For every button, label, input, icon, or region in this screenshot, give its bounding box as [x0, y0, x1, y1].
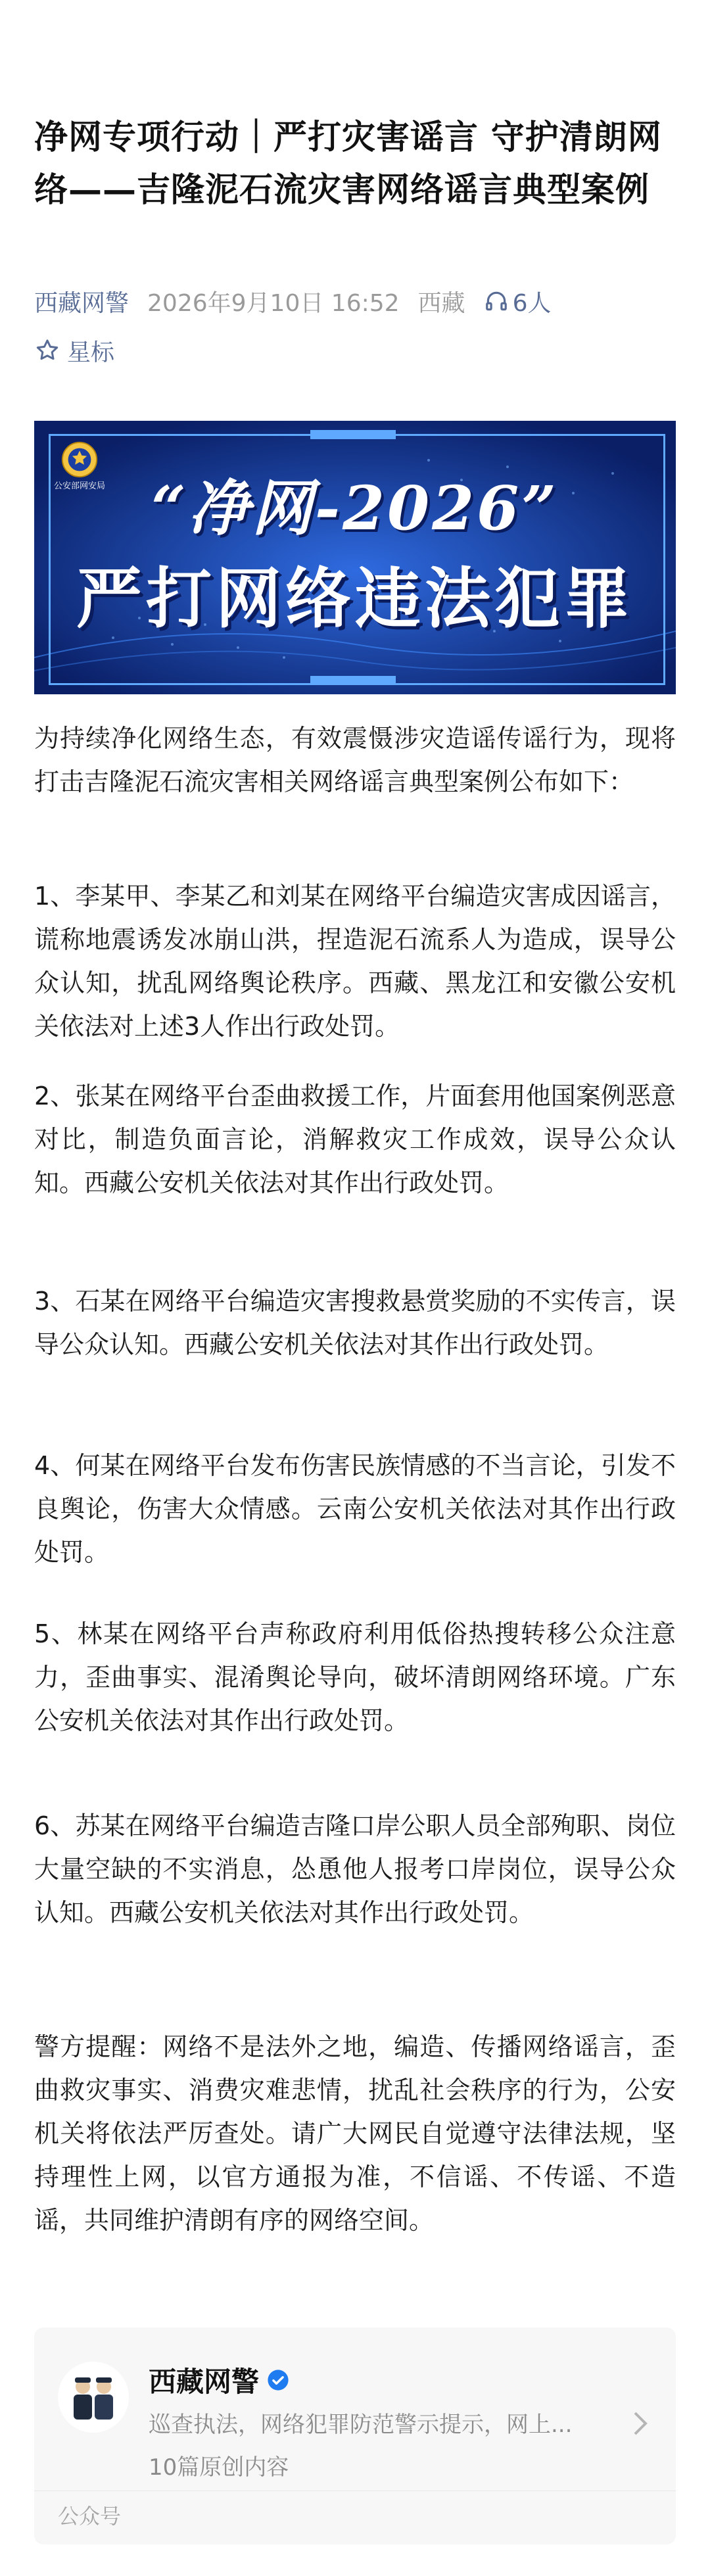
case-paragraph-1: 1、李某甲、李某乙和刘某在网络平台编造灾害成因谣言，谎称地震诱发冰崩山洪，捏造泥石流系人为造成，误导公众认知，扰乱网络舆论秩序。西藏、黑龙江和安徽公安机关依法对上述3人作出行政处罚。: [34, 882, 676, 1041]
warning-paragraph: 警方提醒：网络不是法外之地，编造、传播网络谣言，歪曲救灾事实、消费灾难悲情，扰乱社会秩序的行为，公安机关将依法严厉查处。请广大网民自觉遵守法律法规，坚持理性上网，以官方通报为准，不信谣、不传谣、不造谣，共同维护清朗有序的网络空间。: [34, 2032, 676, 2235]
chevron-right-icon[interactable]: [631, 2410, 650, 2437]
intro-paragraph: 为持续净化网络生态，有效震慑涉灾造谣传谣行为，现将打击吉隆泥石流灾害相关网络谣言典型案例公布如下：: [34, 724, 676, 796]
article-meta: [34, 283, 551, 320]
card-account-type: 公众号: [58, 2504, 122, 2529]
card-original-count: 10篇原创内容: [149, 2454, 289, 2481]
star-label: 星标: [67, 339, 115, 366]
star-outline-icon: [34, 337, 60, 364]
headphones-icon: [484, 289, 509, 314]
campaign-banner-image: [34, 421, 676, 694]
publish-datetime: 2026年9月10日 16:52: [147, 289, 400, 317]
police-officers-avatar: [58, 2362, 129, 2433]
account-profile-card[interactable]: [34, 2327, 676, 2544]
listener-count: 6人: [512, 289, 552, 317]
banner-campaign-name: “净网-2026”: [151, 473, 559, 544]
card-account-description: 巡查执法，网络犯罪防范警示提示，网上...: [149, 2412, 573, 2438]
case-paragraph-6: 6、苏某在网络平台编造吉隆口岸公职人员全部殉职、岗位大量空缺的不实消息，怂恿他人报考口岸岗位，误导公众认知。西藏公安机关依法对其作出行政处罚。: [34, 1811, 676, 1927]
verified-badge-icon: [267, 2369, 289, 2391]
case-paragraph-3: 3、石某在网络平台编造灾害搜救悬赏奖励的不实传言，误导公众认知。西藏公安机关依法对其作出行政处罚。: [34, 1287, 676, 1359]
listen-button[interactable]: [484, 285, 552, 318]
account-name-link[interactable]: 西藏网警: [34, 289, 130, 317]
banner-frame-notch: [310, 430, 396, 439]
case-paragraph-2: 2、张某在网络平台歪曲救援工作，片面套用他国案例恶意对比，制造负面言论，消解救灾工作成效，误导公众认知。西藏公安机关依法对其作出行政处罚。: [34, 1082, 676, 1197]
banner-org-text: 公安部网安局: [54, 481, 106, 491]
article-title: 净网专项行动｜严打灾害谣言 守护清朗网络——吉隆泥石流灾害网络谣言典型案例: [34, 118, 662, 210]
case-paragraph-4: 4、何某在网络平台发布伤害民族情感的不当言论，引发不良舆论，伤害大众情感。云南公安机关依法对其作出行政处罚。: [34, 1451, 676, 1567]
card-account-name: [149, 2360, 289, 2400]
card-account-name-text: 西藏网警: [149, 2366, 260, 2398]
publish-region: 西藏: [417, 289, 465, 317]
star-button[interactable]: [34, 332, 114, 369]
case-paragraph-5: 5、林某在网络平台声称政府利用低俗热搜转移公众注意力，歪曲事实、混淆舆论导向，破坏清朗网络环境。广东公安机关依法对其作出行政处罚。: [34, 1619, 676, 1735]
banner-frame-notch: [310, 676, 396, 685]
banner-slogan: 严打网络违法犯罪: [76, 560, 634, 637]
